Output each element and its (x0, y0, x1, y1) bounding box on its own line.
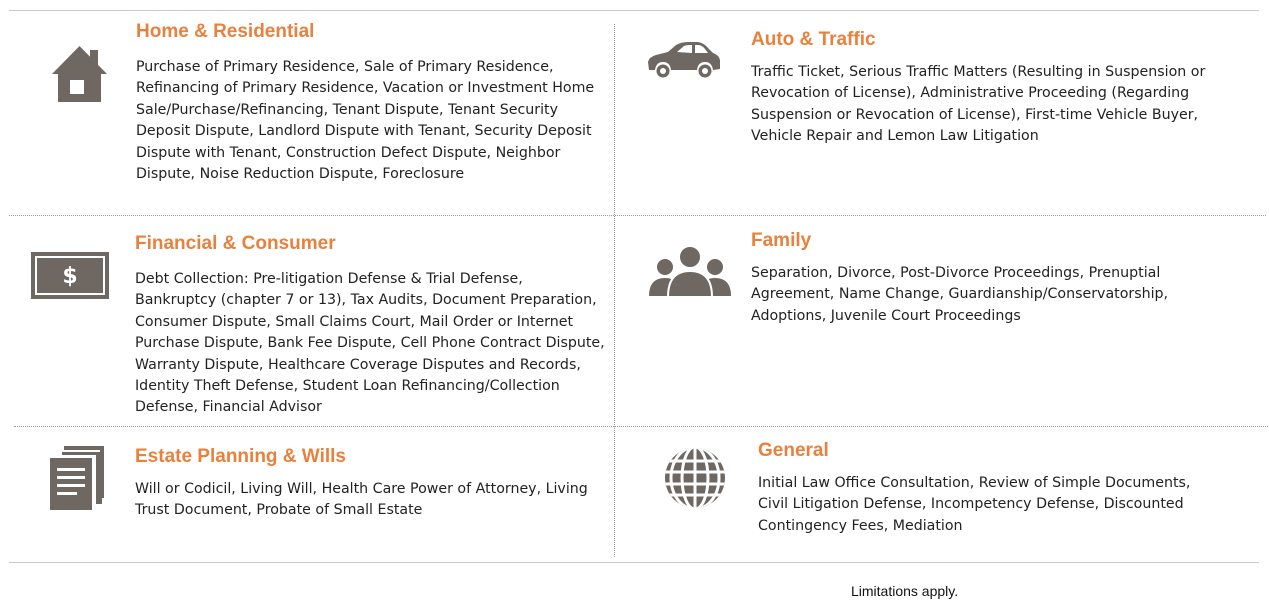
column-divider (614, 24, 615, 557)
category-description: Debt Collection: Pre-litigation Defense & Trial Defense, Bankruptcy (chapter 7 or 13), Tax Audits, Document Preparation, Consumer Dispute, Small Claims Court, Mail Order or Internet Purchase Dispute, Bank Fee Dispute, Cell Phone Contract Dispute, Warranty Dispute, Healthcare Coverage Disputes and Records, Identity Theft Defense, Student Loan Refinancing/Collection Defense, Financial Advisor (135, 271, 605, 416)
category-title: Estate Planning & Wills (135, 446, 346, 467)
limitations-footnote: Limitations apply. (851, 583, 959, 599)
category-description: Initial Law Office Consultation, Review of Simple Documents, Civil Litigation Defense, Incompetency Defense, Discounted Contingency Fees, Mediation (758, 475, 1191, 534)
category-title: Family (751, 230, 812, 251)
house-icon (50, 44, 109, 104)
documents-icon (50, 446, 106, 510)
category-title: Auto & Traffic (751, 29, 876, 50)
row-divider-2 (14, 426, 1268, 427)
category-description: Separation, Divorce, Post-Divorce Proceedings, Prenuptial Agreement, Name Change, Guardianship/Conservatorship, Adoptions, Juvenile Court Proceedings (751, 265, 1169, 324)
dollar-bill-icon (31, 252, 109, 299)
bottom-divider (9, 562, 1259, 563)
category-title: Financial & Consumer (135, 233, 336, 254)
people-group-icon (648, 243, 732, 297)
row-divider-1 (9, 215, 1266, 216)
category-description: Traffic Ticket, Serious Traffic Matters (Resulting in Suspension or Revocation of License), Administrative Proceeding (Regarding Suspension or Revocation of License), First-time Vehicle Buyer, Vehicle Repair and Lemon Law Litigation (751, 64, 1206, 145)
globe-icon (664, 447, 726, 509)
category-title: Home & Residential (136, 21, 315, 42)
category-title: General (758, 440, 829, 461)
car-icon (646, 40, 722, 80)
svg-text:$: $ (62, 264, 78, 289)
top-divider (9, 10, 1259, 11)
category-description: Will or Codicil, Living Will, Health Care Power of Attorney, Living Trust Document, Probate of Small Estate (135, 481, 588, 519)
category-description: Purchase of Primary Residence, Sale of Primary Residence, Refinancing of Primary Residence, Vacation or Investment Home Sale/Purchase/Refinancing, Tenant Dispute, Tenant Security Deposit Dispute, Landlord Dispute with Tenant, Security Deposit Dispute with Tenant, Construction Defect Dispute, Neighbor Dispute, Noise Reduction Dispute, Foreclosure (136, 59, 595, 183)
